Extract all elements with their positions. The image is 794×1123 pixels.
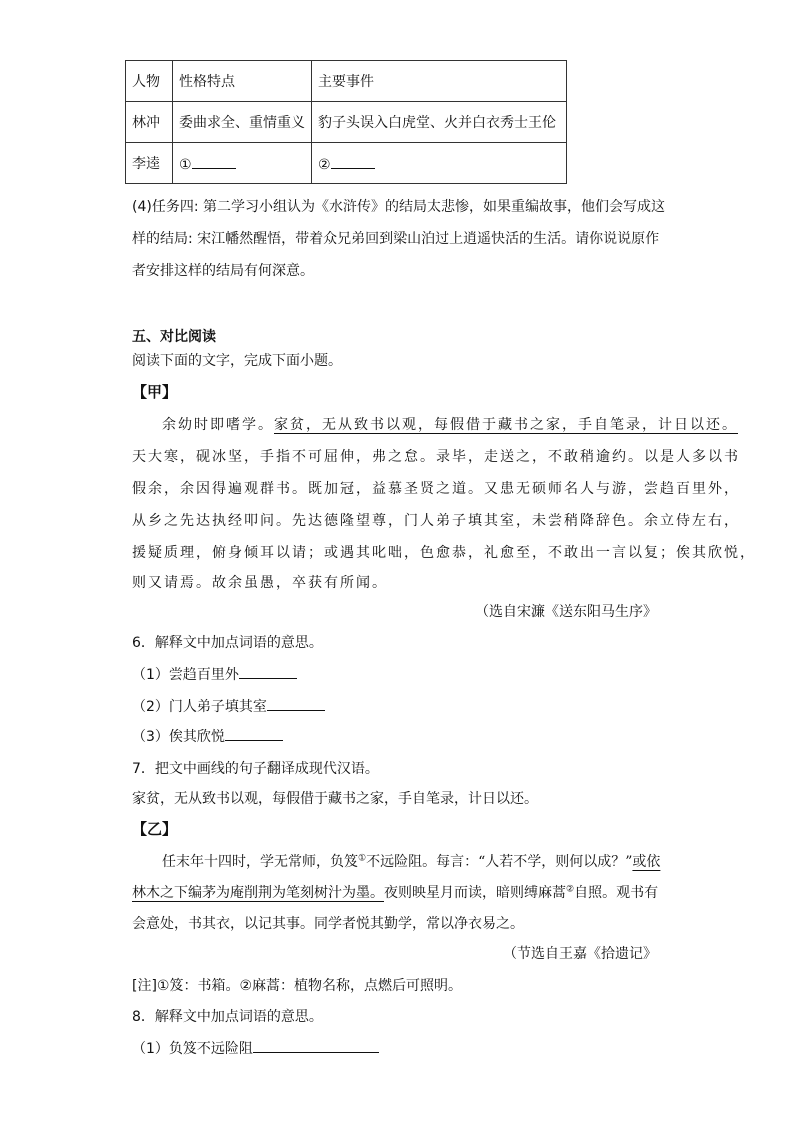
question-7-sentence: 家贫，无从致书以观，每假借于藏书之家，手自笔录，计日以还。 xyxy=(132,791,538,807)
table-cell-blank xyxy=(312,143,567,184)
table-cell: 性格特点 xyxy=(173,61,312,102)
footnote-marker: ② xyxy=(566,884,575,895)
passage-yi-label: 【乙】 xyxy=(132,820,178,838)
item-text: （3）俟其欣悦 xyxy=(132,729,225,745)
passage-jia-label: 【甲】 xyxy=(132,383,178,401)
passage-jia-line: 援疑质理，俯身倾耳以请；或遇其叱咄，色愈恭，礼愈至，不敢出一言以复；俟其欣悦， xyxy=(132,545,756,561)
underlined-sentence: 或依 xyxy=(632,854,661,870)
passage-source: （节选自王嘉《拾遗记》 xyxy=(503,946,657,962)
passage-jia-line: 则又请焉。故余虽愚，卒获有所闻。 xyxy=(132,575,388,591)
character-table xyxy=(125,60,567,184)
question-8: 8．解释文中加点词语的意思。 xyxy=(132,1009,323,1025)
answer-blank[interactable] xyxy=(253,1038,379,1053)
task4-line: 者安排这样的结局有何深意。 xyxy=(132,263,314,279)
passage-text: 自照。观书有 xyxy=(574,885,659,901)
passage-yi-line: 会意处，书其衣，以记其事。同学者悦其勤学，常以净衣易之。 xyxy=(132,916,524,932)
table-cell: 人物 xyxy=(126,61,173,102)
task4-line: (4)任务四: 第二学习小组认为《水浒传》的结局太悲惨，如果重编故事，他们会写成这 xyxy=(132,199,665,215)
footnote-marker: ① xyxy=(358,853,367,864)
passage-text: 不远险阻。每言：“人若不学，则何以成？” xyxy=(366,854,633,870)
question-6: 6．解释文中加点词语的意思。 xyxy=(132,635,323,651)
blank-number: ① xyxy=(179,156,192,173)
table-cell: 豹子头误入白虎堂、火并白衣秀士王伦 xyxy=(312,102,567,143)
passage-jia-line xyxy=(162,414,738,434)
passage-jia-line: 假余，余因得遍观群书。既加冠，益慕圣贤之道。又患无硕师名人与游，尝趋百里外， xyxy=(132,481,740,497)
task4-line: 样的结局: 宋江幡然醒悟，带着众兄弟回到梁山泊过上逍遥快活的生活。请你说说原作 xyxy=(132,231,660,247)
table-row xyxy=(126,102,567,143)
footnote: [注]①笈：书箱。②麻蒿：植物名称，点燃后可照明。 xyxy=(132,978,463,994)
passage-yi-line xyxy=(162,851,660,871)
passage-text: 余幼时即嗜学。 xyxy=(162,417,274,433)
table-cell: 委曲求全、重情重义 xyxy=(173,102,312,143)
table-cell-blank xyxy=(173,143,312,184)
passage-text: 任末年十四时，学无常师，负笈 xyxy=(162,854,358,870)
underlined-sentence: 家贫，无从致书以观，每假借于藏书之家，手自笔录，计日以还。 xyxy=(274,417,738,433)
item-text: （1）负笈不远险阻 xyxy=(132,1041,253,1057)
answer-blank[interactable] xyxy=(331,154,375,169)
passage-source: （选自宋濂《送东阳马生序》 xyxy=(475,604,657,620)
table-header-row xyxy=(126,61,567,102)
passage-jia-line: 天大寒，砚冰坚，手指不可屈伸，弗之怠。录毕，走送之，不敢稍逾约。以是人多以书 xyxy=(132,449,740,465)
answer-blank[interactable] xyxy=(239,664,297,679)
question-6-item xyxy=(132,664,297,684)
underlined-sentence: 林木之下编茅为庵削荆为笔刻树汁为墨。 xyxy=(132,885,384,901)
section-title: 五、对比阅读 xyxy=(132,329,216,345)
table-row xyxy=(126,143,567,184)
table-cell: 林冲 xyxy=(126,102,173,143)
passage-jia-line: 从乡之先达执经叩问。先达德隆望尊，门人弟子填其室，未尝稍降辞色。余立侍左右， xyxy=(132,513,740,529)
question-8-item xyxy=(132,1038,379,1058)
answer-blank[interactable] xyxy=(192,154,236,169)
instruction: 阅读下面的文字，完成下面小题。 xyxy=(132,353,342,369)
passage-yi-line xyxy=(132,882,658,902)
item-text: （1）尝趋百里外 xyxy=(132,667,239,683)
passage-text: 夜则映星月而读，暗则缚麻蒿 xyxy=(384,885,566,901)
answer-blank[interactable] xyxy=(225,726,283,741)
question-6-item xyxy=(132,726,283,746)
table-cell: 主要事件 xyxy=(312,61,567,102)
question-7: 7．把文中画线的句子翻译成现代汉语。 xyxy=(132,761,379,777)
question-6-item xyxy=(132,696,325,716)
item-text: （2）门人弟子填其室 xyxy=(132,699,267,715)
blank-number: ② xyxy=(318,156,331,173)
answer-blank[interactable] xyxy=(267,696,325,711)
table-cell: 李逵 xyxy=(126,143,173,184)
